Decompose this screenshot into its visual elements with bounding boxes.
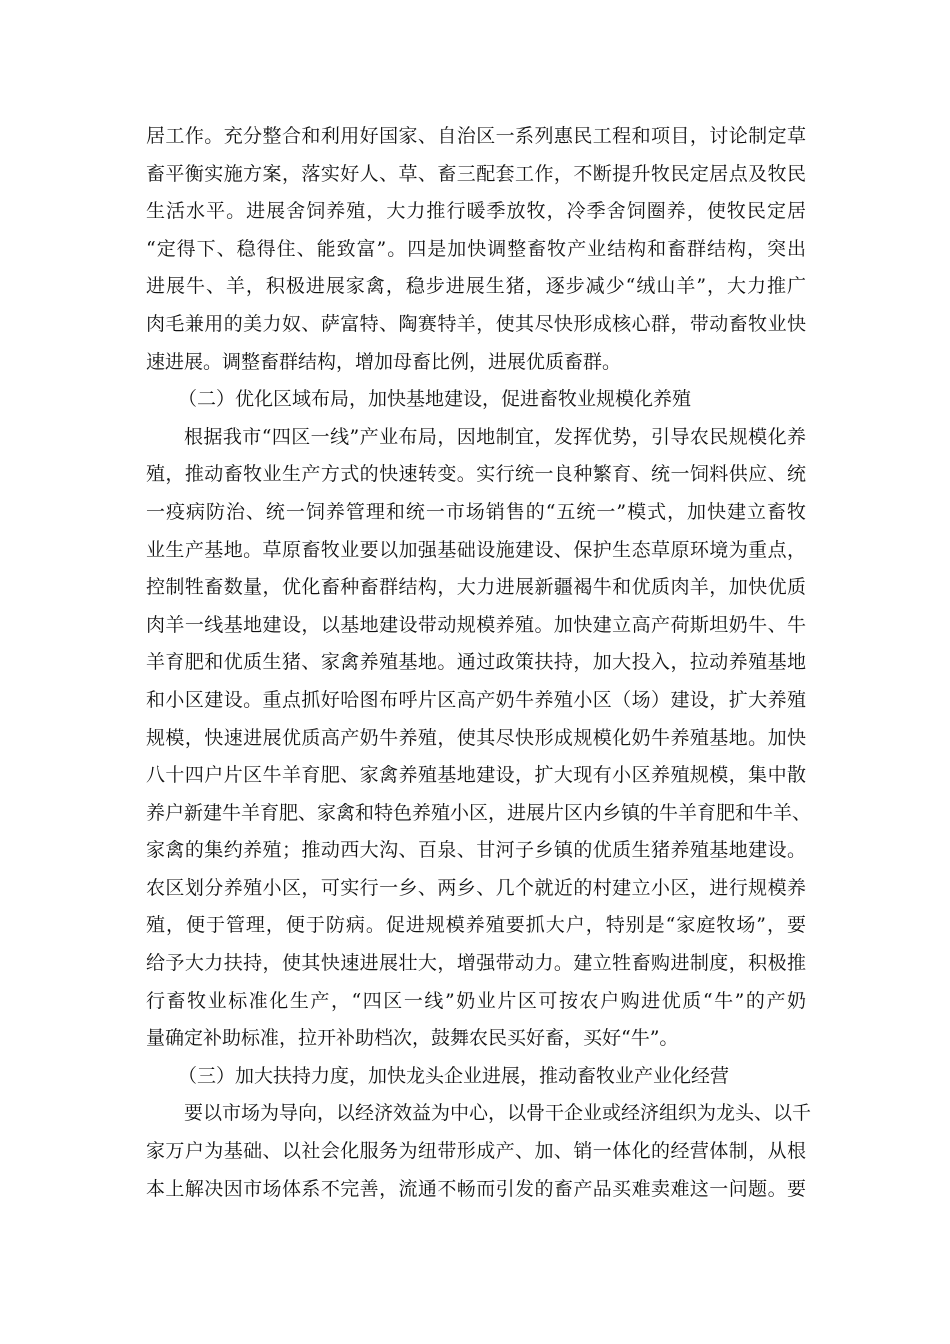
body-text-line: 生活水平。进展舍饲养殖，大力推行暖季放牧，冷季舍饲圈养，使牧民定居 [146,200,806,223]
body-text-line: 量确定补助标准，拉开补助档次，鼓舞农民买好畜，买好“牛”。 [146,1027,679,1050]
body-text-line: 肉羊一线基地建设，以基地建设带动规模养殖。加快建立高产荷斯坦奶牛、牛 [146,613,806,636]
body-text-line: 和小区建设。重点抓好哈图布呼片区高产奶牛养殖小区（场）建设，扩大养殖 [146,688,806,711]
body-text-line: 速进展。调整畜群结构，增加母畜比例，进展优质畜群。 [146,350,622,373]
body-text-line: 养户新建牛羊育肥、家禽和特色养殖小区，进展片区内乡镇的牛羊育肥和牛羊、 [146,801,812,824]
body-text-line: 本上解决因市场体系不完善，流通不畅而引发的畜产品买难卖难这一问题。要 [146,1177,806,1200]
body-text-line: 根据我市“四区一线”产业布局，因地制宜，发挥优势，引导农民规模化养 [184,425,806,448]
body-text-line: 殖，便于管理，便于防病。促进规模养殖要抓大户，特别是“家庭牧场”，要 [146,914,806,937]
body-text-line: 肉毛兼用的美力奴、萨富特、陶赛特羊，使其尽快形成核心群，带动畜牧业快 [146,312,806,335]
body-text-line: 业生产基地。草原畜牧业要以加强基础设施建设、保护生态草原环境为重点， [146,538,806,561]
body-text-line: 殖，推动畜牧业生产方式的快速转变。实行统一良种繁育、统一饲料供应、统 [146,463,806,486]
body-text-line: 八十四户片区牛羊育肥、家禽养殖基地建设，扩大现有小区养殖规模，集中散 [146,764,806,787]
section-heading: （二）优化区域布局，加快基地建设，促进畜牧业规模化养殖 [178,388,692,411]
body-text-line: 要以市场为导向，以经济效益为中心，以骨干企业或经济组织为龙头、以千 [184,1102,812,1125]
document-body [146,118,812,1208]
body-text-line: 畜平衡实施方案，落实好人、草、畜三配套工作，不断提升牧民定居点及牧民 [146,162,806,185]
body-text-line: 农区划分养殖小区，可实行一乡、两乡、几个就近的村建立小区，进行规模养 [146,876,806,899]
body-text-line: 家万户为基础、以社会化服务为纽带形成产、加、销一体化的经营体制，从根 [146,1140,806,1163]
body-text-line: “定得下、稳得住、能致富”。四是加快调整畜牧产业结构和畜群结构，突出 [146,237,806,260]
body-text-line: 进展牛、羊，积极进展家禽，稳步进展生猪，逐步减少“绒山羊”，大力推广 [146,275,806,298]
body-text-line: 控制牲畜数量，优化畜种畜群结构，大力进展新疆褐牛和优质肉羊，加快优质 [146,576,806,599]
body-text-line: 规模，快速进展优质高产奶牛养殖，使其尽快形成规模化奶牛养殖基地。加快 [146,726,806,749]
body-text-line: 给予大力扶持，使其快速进展壮大，增强带动力。建立牲畜购进制度，积极推 [146,952,806,975]
body-text-line: 一疫病防治、统一饲养管理和统一市场销售的“五统一”模式，加快建立畜牧 [146,500,806,523]
section-heading: （三）加大扶持力度，加快龙头企业进展，推动畜牧业产业化经营 [178,1064,730,1087]
body-text-line: 居工作。充分整合和利用好国家、自治区一系列惠民工程和项目，讨论制定草 [146,125,806,147]
body-text-line: 家禽的集约养殖；推动西大沟、百泉、甘河子乡镇的优质生猪养殖基地建设。 [146,839,806,862]
body-text-line: 行畜牧业标准化生产，“四区一线”奶业片区可按农户购进优质“牛”的产奶 [146,989,806,1012]
body-text-line: 羊育肥和优质生猪、家禽养殖基地。通过政策扶持，加大投入，拉动养殖基地 [146,651,806,674]
